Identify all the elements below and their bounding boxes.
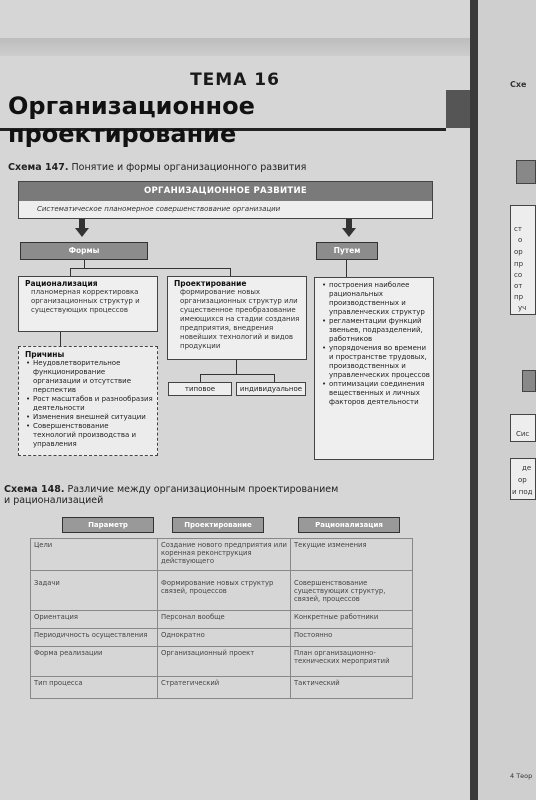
connector [84, 260, 85, 268]
right-fragment: уч [518, 304, 527, 312]
page-title: Организационное проектирование [8, 92, 255, 148]
design-type-standard: типовое [168, 382, 232, 396]
right-bottom-text: и под [512, 488, 533, 496]
title-accent [446, 90, 470, 128]
right-fragment: пр [514, 293, 524, 301]
table-cell: Задачи [31, 571, 158, 611]
right-fragment: ор [514, 248, 523, 256]
reasons-box [18, 346, 158, 456]
page-title-bar [0, 90, 446, 148]
table-row [31, 539, 413, 571]
ways-label: Путем [316, 242, 378, 260]
way-item: • построения наиболее рациональных производственных и управленческих структур [329, 281, 430, 317]
table-cell: Создание нового предприятия или коренная реконструкция действующего [158, 539, 291, 571]
connector [346, 260, 347, 277]
scheme-147-caption [8, 162, 306, 173]
connector [200, 374, 201, 382]
table-cell: Тип процесса [31, 677, 158, 699]
table-cell: План организационно-технических мероприятий [291, 647, 413, 677]
table-row [31, 629, 413, 647]
table-cell: Текущие изменения [291, 539, 413, 571]
table-cell: Постоянно [291, 629, 413, 647]
header-rationalization: Рационализация [298, 517, 400, 533]
table-row [31, 677, 413, 699]
arrow-stem-left [79, 219, 85, 228]
table-cell: Периодичность осуществления [31, 629, 158, 647]
ways-list [321, 281, 430, 407]
table-cell: Формирование новых структур связей, процессов [158, 571, 291, 611]
right-fragment: пр [514, 260, 524, 268]
right-page [478, 0, 536, 800]
right-fragment: о [518, 236, 523, 244]
scheme-148-text: Различие между организационным проектированием [67, 484, 339, 495]
header-design: Проектирование [172, 517, 264, 533]
connector [230, 268, 231, 276]
right-fragment: от [514, 282, 523, 290]
connector [70, 268, 71, 276]
scheme-148-caption [4, 484, 338, 506]
design-text: формирование новых организационных структур или существенное преобразование имеющихся на стадии создания предприятия, внедрения новейших технологий и видов продукции [180, 288, 300, 350]
reason-item: • Совершенствование технологий производства и управления [33, 422, 153, 449]
arrow-down-icon [342, 228, 356, 237]
reason-item: • Неудовлетворительное функционирование организации и отсутствие перспектив [33, 359, 153, 395]
arrow-stem-right [346, 219, 352, 228]
header-parameter: Параметр [62, 517, 154, 533]
scheme-148-label: Схема 148. [4, 484, 65, 495]
table-cell: Конкретные работники [291, 611, 413, 629]
right-fragment: со [514, 271, 523, 279]
table-cell: Однократно [158, 629, 291, 647]
comparison-table [30, 538, 413, 699]
design-type-individual: индивидуальное [236, 382, 306, 396]
connector [200, 374, 274, 375]
design-title: Проектирование [174, 279, 247, 288]
table-row [31, 571, 413, 611]
right-scheme-prefix: Схе [510, 80, 527, 89]
right-footer: 4 Теор [510, 772, 533, 780]
table-cell: Ориентация [31, 611, 158, 629]
connector [236, 360, 237, 374]
rationalization-text: планомерная корректировка организационных структур и существующих процессов [31, 288, 140, 314]
reason-item: • Изменения внешней ситуации [33, 413, 153, 422]
table-cell: Тактический [291, 677, 413, 699]
table-cell: Форма реализации [31, 647, 158, 677]
connector [60, 332, 61, 346]
org-development-header: ОРГАНИЗАЦИОННОЕ РАЗВИТИЕ [19, 182, 432, 201]
design-card [167, 276, 307, 360]
right-header-fragment [516, 160, 536, 184]
right-sis-text: Сис [516, 430, 530, 438]
right-fragment: ст [514, 225, 522, 233]
table-cell: Цели [31, 539, 158, 571]
forms-label: Формы [20, 242, 148, 260]
connector [70, 268, 230, 269]
rationalization-card [18, 276, 158, 332]
org-development-box [18, 181, 433, 219]
arrow-down-icon [75, 228, 89, 237]
table-row [31, 611, 413, 629]
way-item: • регламентации функций звеньев, подразделений, работников [329, 317, 430, 344]
scheme-148-text-2: и рационализацией [4, 495, 104, 506]
right-bottom-text: ор [518, 476, 527, 484]
scheme-147-label: Схема 147. [8, 162, 69, 173]
reasons-list [25, 359, 153, 449]
reason-item: • Рост масштабов и разнообразия деятельности [33, 395, 153, 413]
table-cell: Стратегический [158, 677, 291, 699]
org-development-definition: Систематическое планомерное совершенствование организации [37, 205, 281, 213]
scheme-147-text: Понятие и формы организационного развития [71, 162, 307, 173]
rationalization-title: Рационализация [25, 279, 98, 288]
header-strip [0, 38, 470, 56]
reasons-title: Причины [25, 350, 65, 359]
right-bottom-text: де [522, 464, 532, 472]
table-cell: Персонал вообще [158, 611, 291, 629]
table-row [31, 647, 413, 677]
way-item: • упорядочения во времени и пространстве трудовых, производственных и управленческих процессов [329, 344, 430, 380]
right-block-fragment [522, 370, 536, 392]
ways-list-box [314, 277, 434, 460]
table-cell: Организационный проект [158, 647, 291, 677]
way-item: • оптимизации соединения вещественных и личных факторов деятельности [329, 380, 430, 407]
theme-number: ТЕМА 16 [190, 70, 280, 90]
table-cell: Совершенствование существующих структур, связей, процессов [291, 571, 413, 611]
connector [274, 374, 275, 382]
